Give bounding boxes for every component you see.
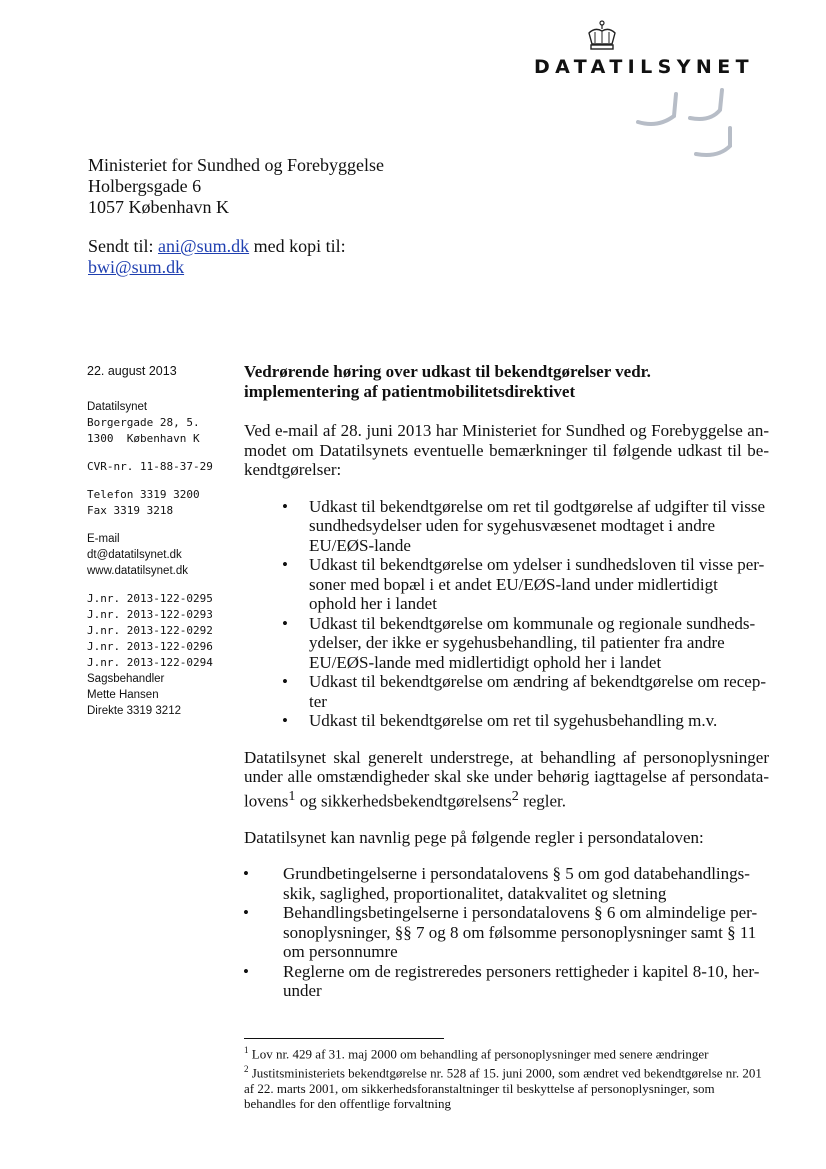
journal-number: J.nr. 2013-122-0295 [87,592,213,605]
general-remark-paragraph: Datatilsynet skal generelt understrege, at behandling af personoplysninger under alle omstændigheder skal ske under behørig iagttagelse af persondata-lovens$^1$ og sikkerhedsbekendtgørelsens$^2$ regler. [244,747,769,811]
address-line: 1057 København K [88,197,229,217]
sender-fax: Fax 3319 3218 [87,504,174,517]
list-item: • Udkast til bekendtgørelse om ret til sygehusbehandling m.v. [282,711,718,730]
crown-icon [585,20,619,52]
list-item: • Udkast til bekendtgørelse om kommunale og regionale sundheds-ydelser, der ikke er sygehusbehandling, til patienter fra andre EU/EØS-lande med midlertidigt ophold her i landet [282,613,756,672]
rules-list [244,864,769,1001]
email-link-ani[interactable]: ani@sum.dk [158,236,250,256]
letter-subject: Vedrørende høring over udkast til bekendtgørelser vedr. implementering af patientmobilitetsdirektivet [244,362,651,401]
bullet-icon: • [243,903,249,923]
direct-phone: Direkte 3319 3212 [87,705,181,717]
footnote-divider [244,1038,444,1039]
sender-org: Datatilsynet [87,401,148,413]
sender-website[interactable]: www.datatilsynet.dk [87,565,188,577]
footnote-ref: 1 [288,787,296,804]
sender-email[interactable]: dt@datatilsynet.dk [87,549,182,561]
sent-to-line [88,236,346,278]
list-item: • Behandlingsbetingelserne i persondatalovens § 6 om almindelige per-sonoplysninger, §§ 7 og 8 om følsomme personoplysninger samt § 11 om personnumre [243,903,758,962]
footnotes [244,1043,769,1112]
address-line: Holbergsgade 6 [88,176,202,196]
journal-number: J.nr. 2013-122-0296 [87,640,213,653]
bullet-icon: • [282,672,288,691]
cc-label: med kopi til: [253,236,346,256]
draft-list [244,497,769,731]
case-handler-name: Mette Hansen [87,689,159,701]
email-label: E-mail [87,533,120,545]
footnote: $^1$ Lov nr. 429 af 31. maj 2000 om behandling af personoplysninger med senere ændringer [244,1045,709,1062]
bullet-icon: • [243,961,249,981]
sender-cvr: CVR-nr. 11-88-37-29 [87,460,213,473]
journal-number: J.nr. 2013-122-0294 [87,656,213,669]
bullet-icon: • [282,496,288,516]
list-item: • Grundbetingelserne i persondatalovens § 5 om god databehandlings-skik, saglighed, proportionalitet, datakvalitet og sletning [243,864,750,903]
letter-date: 22. august 2013 [87,364,177,378]
bullet-icon: • [282,555,288,574]
recipient-address [88,155,384,218]
address-line: Ministeriet for Sundhed og Forebyggelse [88,155,384,175]
sent-to-label: Sendt til: [88,236,154,256]
footnote: $^2$ Justitsministeriets bekendtgørelse nr. 528 af 15. juni 2000, som ændret ved bekendtgørelse nr. 201 af 22. marts 2001, om sikkerhedsforanstaltninger til beskyttelse af personoplysninger, som behandles for den offentlige forvaltning [244,1063,762,1112]
list-item: • Reglerne om de registreredes personers rettigheder i kapitel 8-10, her-under [243,961,760,1001]
curved-marks-icon [630,88,746,168]
sender-phone: Telefon 3319 3200 [87,488,200,501]
letter-body [244,362,769,1018]
bullet-icon: • [243,864,249,884]
sender-street: Borgergade 28, 5. [87,416,200,429]
sender-city: 1300 København K [87,432,200,445]
footnote-ref: 2 [511,787,519,804]
rules-intro-paragraph: Datatilsynet kan navnlig pege på følgende regler i persondataloven: [244,827,704,847]
intro-paragraph: Ved e-mail af 28. juni 2013 har Ministeriet for Sundhed og Forebyggelse an-modet om Datatilsynets eventuelle bemærkninger til følgende udkast til be-kendtgørelser: [244,421,769,479]
sender-info-sidebar [87,363,232,719]
email-link-bwi[interactable]: bwi@sum.dk [88,257,185,277]
brand-wordmark: DATATILSYNET [534,56,754,78]
bullet-icon: • [282,711,288,730]
list-item: • Udkast til bekendtgørelse om ydelser i sundhedsloven til visse per-soner med bopæl i et andet EU/EØS-land under midlertidigt ophold her i landet [282,555,765,613]
list-item: • Udkast til bekendtgørelse om ret til godtgørelse af udgifter til visse sundhedsydelser uden for sygehusvæsenet modtaget i andre EU/EØS-lande [282,496,766,555]
list-item: • Udkast til bekendtgørelse om ændring af bekendtgørelse om recep-ter [282,672,766,711]
journal-number: J.nr. 2013-122-0292 [87,624,213,637]
bullet-icon: • [282,613,288,633]
journal-number: J.nr. 2013-122-0293 [87,608,213,621]
case-handler-label: Sagsbehandler [87,673,165,685]
